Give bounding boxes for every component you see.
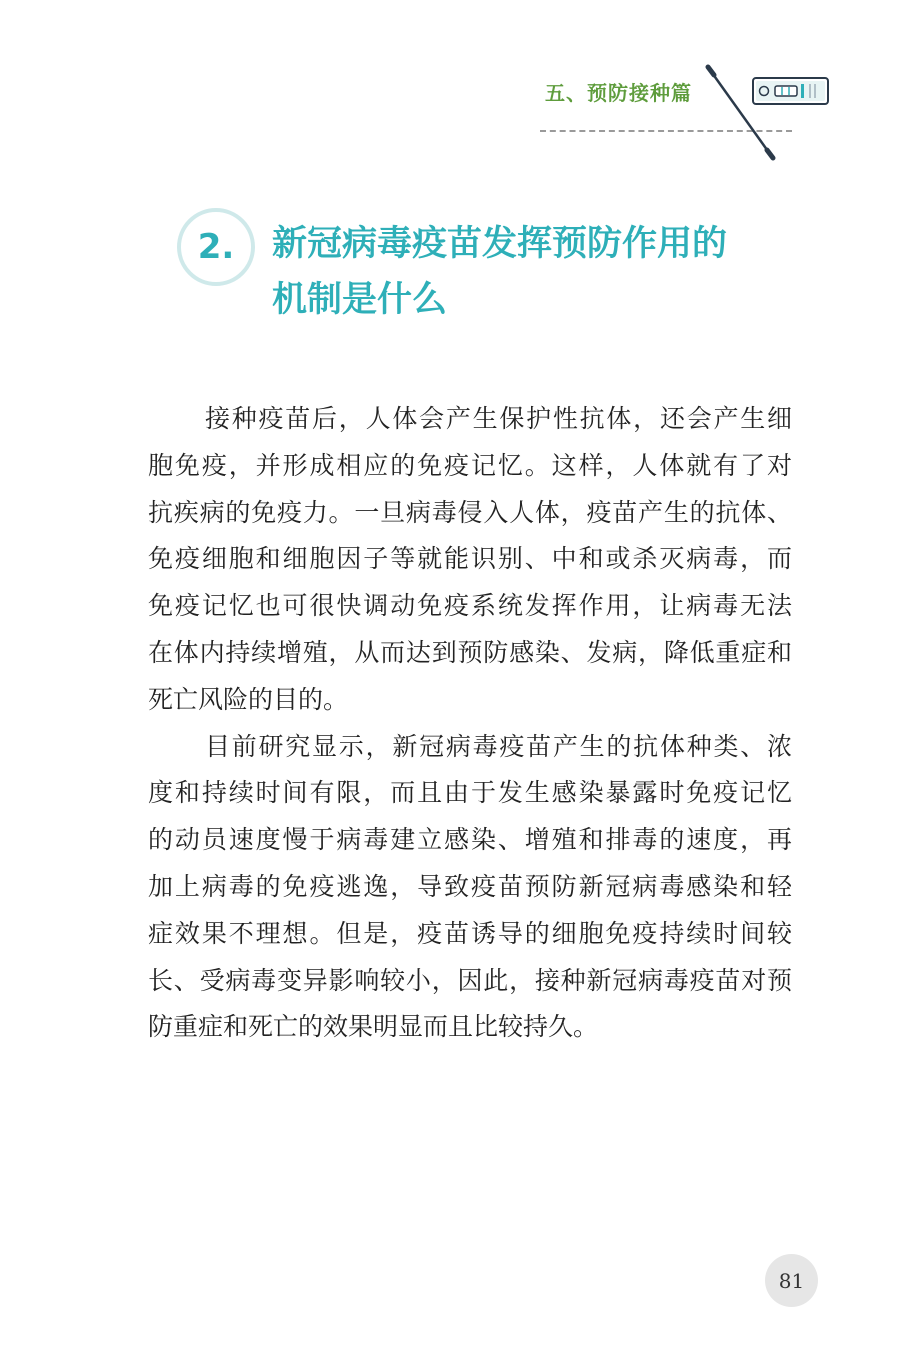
text-line: 加上病毒的免疫逃逸，导致疫苗预防新冠病毒感染和轻 [148,871,792,901]
text-line: 接种疫苗后，人体会产生保护性抗体，还会产生细 [205,404,792,433]
text-line: 在体内持续增殖，从而达到预防感染、发病，降低重症和 [148,637,792,667]
text-line: 目前研究显示，新冠病毒疫苗产生的抗体种类、浓 [205,731,792,761]
text-line: 免疫细胞和细胞因子等就能识别、中和或杀灭病毒，而 [148,544,792,574]
section-title: 五、预防接种篇 [545,81,692,105]
text-line: 度和持续时间有限，而且由于发生感染暴露时免疫记忆 [148,778,792,808]
question-title [272,216,727,328]
test-kit-icon [700,62,835,162]
text-line: 抗疾病的免疫力。一旦病毒侵入人体，疫苗产生的抗体、 [148,497,792,527]
text-line: 免疫记忆也可很快调动免疫系统发挥作用，让病毒无法 [148,591,792,621]
paragraph-1 [148,396,792,724]
text-line: 的动员速度慢于病毒建立感染、增殖和排毒的速度，再 [148,825,792,855]
text-line: 防重症和死亡的效果明显而且比较持久。 [148,1012,599,1042]
text-line: 胞免疫，并形成相应的免疫记忆。这样，人体就有了对 [148,450,792,480]
title-line: 新冠病毒疫苗发挥预防作用的 [272,224,728,264]
text-line: 症效果不理想。但是，疫苗诱导的细胞免疫持续时间较 [148,918,792,948]
page-number: 81 [765,1254,818,1307]
text-line: 长、受病毒变异影响较小，因此，接种新冠病毒疫苗对预 [148,965,792,995]
title-line: 机制是什么 [272,280,448,320]
paragraph-2 [148,724,792,1052]
body-text [148,396,792,1051]
question-number: 2. [177,208,255,286]
text-line: 死亡风险的目的。 [148,684,349,714]
